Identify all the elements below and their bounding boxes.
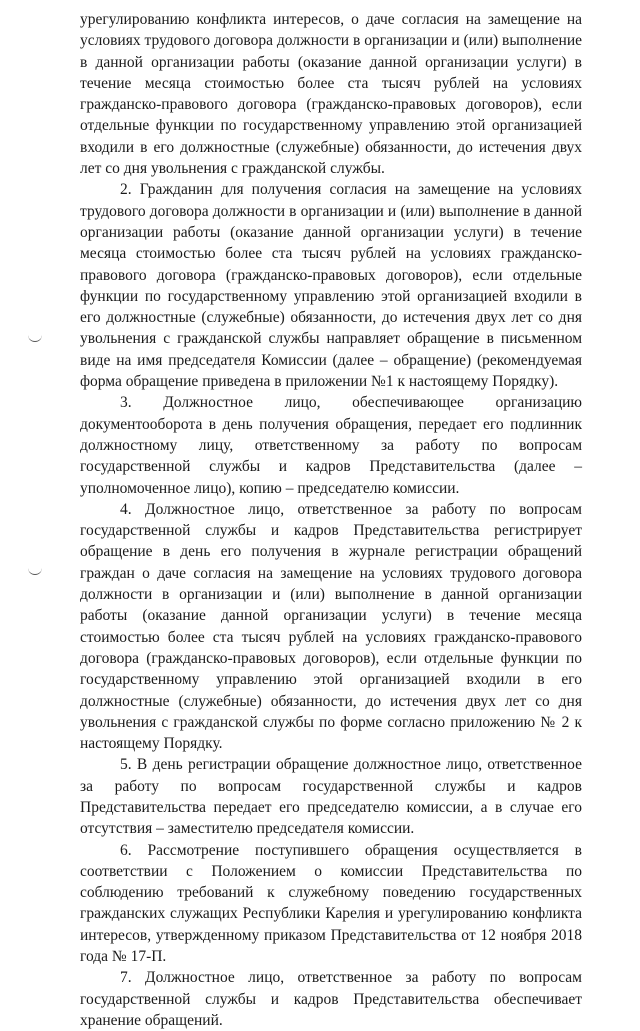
- margin-hole-mark: [28, 335, 42, 342]
- document-body: [80, 9, 582, 1031]
- paragraph-2: 2. Гражданин для получения согласия на замещение на условиях трудового договора должности в организации и (или) выполнение в данной организации работы (оказание данной организации услуги) в течение месяца стоимостью более ста тысяч рублей на условиях гражданско-правового договора (гражданско-правовых договоров), если отдельные функции по государственному управлению этой организацией входили в его должностные (служебные) обязанности, до истечения двух лет со дня увольнения с гражданской службы направляет обращение в письменном виде на имя председателя Комиссии (далее – обращение) (рекомендуемая форма обращение приведена в приложении №1 к настоящему Порядку).: [80, 181, 582, 391]
- paragraph-continuation: урегулированию конфликта интересов, о даче согласия на замещение на условиях трудового договора должности в организации и (или) выполнение в данной организации работы (оказание данной организации услуги) в течение месяца стоимостью более ста тысяч рублей на условиях гражданско-правового договора (гражданско-правовых договоров), если отдельные функции по государственному управлению этой организацией входили в его должностные (служебные) обязанности, до истечения двух лет со дня увольнения с гражданской службы.: [80, 11, 582, 178]
- paragraph-3: 3. Должностное лицо, обеспечивающее организацию документооборота в день получения обращения, передает его подлинник должностному лицу, ответственному за работу по вопросам государственной службы и кадров Представительства (далее – уполномоченное лицо), копию – председателю комиссии.: [80, 394, 582, 497]
- paragraph-5: 5. В день регистрации обращение должностное лицо, ответственное за работу по вопросам государственной службы и кадров Представительства передает его председателю комиссии, а в случае его отсутствия – заместителю председателя комиссии.: [80, 756, 582, 838]
- paragraph-4: 4. Должностное лицо, ответственное за работу по вопросам государственной службы и кадров Представительства регистрирует обращение в день его получения в журнале регистрации обращений граждан о даче согласия на замещение на условиях трудового договора должности в организации и (или) выполнение в данной организации работы (оказание данной организации услуги) в течение месяца стоимостью более ста тысяч рублей на условиях гражданско-правового договора (гражданско-правовых договоров), если отдельные функции по государственному управлению этой организацией входили в его должностные (служебные) обязанности, до истечения двух лет со дня увольнения с гражданской службы по форме согласно приложению № 2 к настоящему Порядку.: [80, 500, 582, 753]
- paragraph-6: 6. Рассмотрение поступившего обращения осуществляется в соответствии с Положением о комиссии Представительства по соблюдению требований к служебному поведению государственных гражданских служащих Республики Карелия и урегулированию конфликта интересов, утвержденному приказом Представительства от 12 ноября 2018 года № 17-П.: [80, 841, 582, 966]
- margin-hole-mark: [28, 568, 42, 575]
- paragraph-7: 7. Должностное лицо, ответственное за работу по вопросам государственной службы и кадров Представительства обеспечивает хранение обращений.: [80, 969, 582, 1029]
